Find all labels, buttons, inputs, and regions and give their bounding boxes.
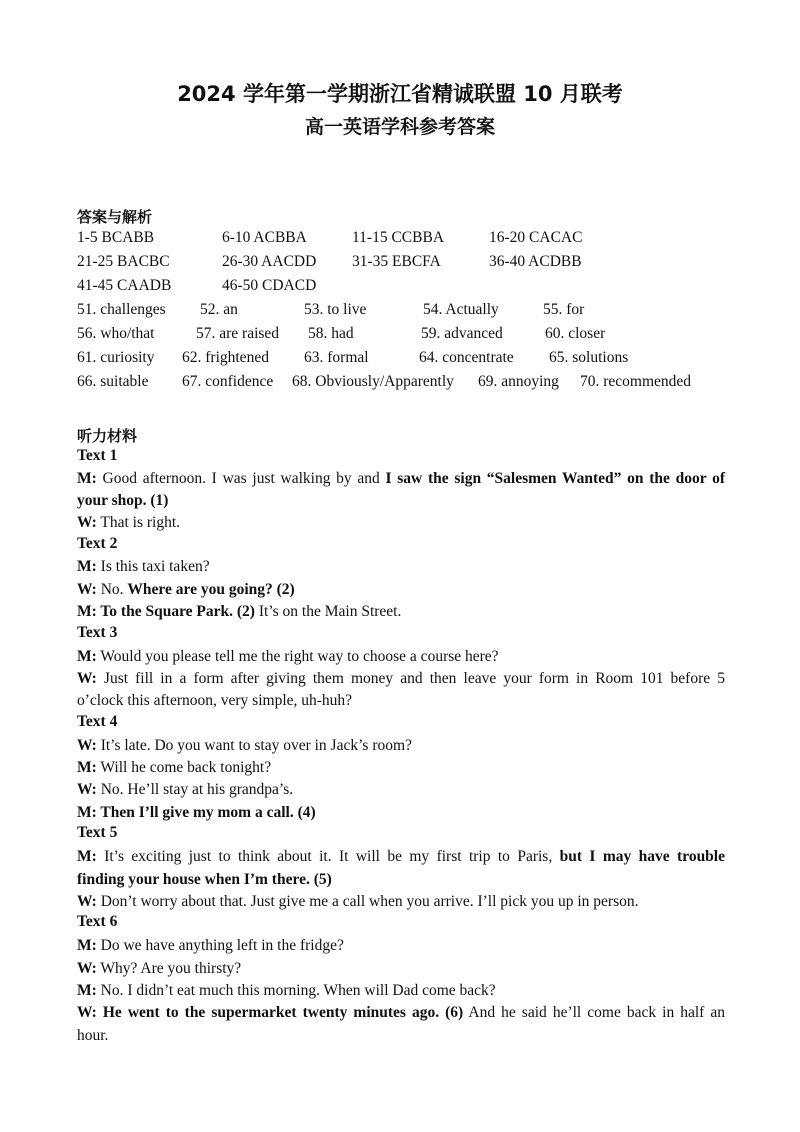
answer-cell: 11-15 CCBBA (352, 229, 445, 246)
dialogue-line: hour. (77, 1027, 109, 1044)
speaker: M: (77, 937, 97, 954)
dialogue-line: finding your house when I’m there. (5) (77, 871, 332, 888)
speaker: W: (77, 514, 97, 531)
answer-cell: 26-30 AACDD (222, 253, 317, 270)
dialogue-line: W: Just fill in a form after giving them money and then leave your form in Room 101 before 5 (77, 670, 725, 687)
dialogue-line: W: That is right. (77, 514, 181, 531)
dialogue-line: M: Good afternoon. I was just walking by and I saw the sign “Salesmen Wanted” on the door of (77, 470, 725, 487)
dialogue-line: M: No. I didn’t eat much this morning. When will Dad come back? (77, 982, 496, 999)
answer-cell: 70. recommended (580, 373, 692, 390)
text-label: Text 6 (77, 913, 118, 930)
answer-row (0, 373, 800, 395)
answer-cell: 59. advanced (421, 325, 503, 342)
dialogue-line: your shop. (1) (77, 492, 169, 509)
answer-cell: 68. Obviously/Apparently (292, 373, 454, 390)
answer-cell: 41-45 CAADB (77, 277, 172, 294)
page-title: 2024 学年第一学期浙江省精诚联盟 10 月联考 (177, 82, 623, 106)
dialogue-line: M: To the Square Park. (2) It’s on the Main Street. (77, 603, 402, 620)
dialogue-line: W: No. He’ll stay at his grandpa’s. (77, 781, 294, 798)
dialogue-line: M: Will he come back tonight? (77, 759, 272, 776)
dialogue-line: W: He went to the supermarket twenty minutes ago. (6) And he said he’ll come back in half an (77, 1004, 726, 1021)
dialogue-line: M: Would you please tell me the right way to choose a course here? (77, 648, 499, 665)
text-label: Text 1 (77, 447, 118, 464)
answer-cell: 63. formal (304, 349, 369, 366)
answer-cell: 46-50 CDACD (222, 277, 317, 294)
dialogue-line: W: Why? Are you thirsty? (77, 960, 242, 977)
answer-cell: 67. confidence (182, 373, 274, 390)
text-label: Text 2 (77, 535, 118, 552)
answer-cell: 51. challenges (77, 301, 166, 318)
speaker: M: (77, 558, 97, 575)
answer-row (0, 301, 800, 323)
answer-row (0, 349, 800, 371)
answer-cell: 16-20 CACAC (489, 229, 583, 246)
answer-cell: 53. to live (304, 301, 367, 318)
dialogue-line: W: No. Where are you going? (2) (77, 581, 295, 598)
answer-row (0, 253, 800, 275)
speaker: M: (77, 759, 97, 776)
answer-cell: 57. are raised (196, 325, 280, 342)
answer-cell: 62. frightened (182, 349, 269, 366)
answer-cell: 55. for (543, 301, 585, 318)
speaker: W: (77, 893, 97, 910)
answer-cell: 6-10 ACBBA (222, 229, 307, 246)
answer-cell: 66. suitable (77, 373, 149, 390)
speaker: W: (77, 581, 97, 598)
answer-cell: 52. an (200, 301, 238, 318)
dialogue-line: M: Do we have anything left in the fridge? (77, 937, 344, 954)
answer-cell: 1-5 BCABB (77, 229, 155, 246)
listening-heading: 听力材料 (77, 427, 138, 445)
answer-row (0, 277, 800, 299)
answer-row (0, 325, 800, 347)
speaker: W: (77, 781, 97, 798)
speaker: W: (77, 670, 97, 687)
answer-row (0, 229, 800, 251)
answer-cell: 31-35 EBCFA (352, 253, 441, 270)
answer-cell: 64. concentrate (419, 349, 514, 366)
dialogue-line: M: Is this taxi taken? (77, 558, 210, 575)
answer-cell: 58. had (308, 325, 354, 342)
speaker: M: (77, 470, 97, 487)
dialogue-line: M: It’s exciting just to think about it. It will be my first trip to Paris, but I may have trouble (77, 848, 725, 865)
answer-cell: 69. annoying (478, 373, 559, 390)
answer-cell: 21-25 BACBC (77, 253, 170, 270)
dialogue-line: W: It’s late. Do you want to stay over in Jack’s room? (77, 737, 412, 754)
answer-cell: 65. solutions (549, 349, 629, 366)
speaker: W: (77, 737, 97, 754)
text-label: Text 3 (77, 624, 118, 641)
dialogue-line: W: Don’t worry about that. Just give me a call when you arrive. I’ll pick you up in person. (77, 893, 639, 910)
answer-cell: 36-40 ACDBB (489, 253, 582, 270)
answer-cell: 54. Actually (423, 301, 499, 318)
text-label: Text 5 (77, 824, 118, 841)
answer-cell: 56. who/that (77, 325, 155, 342)
text-label: Text 4 (77, 713, 118, 730)
answer-cell: 60. closer (545, 325, 606, 342)
answers-heading: 答案与解析 (77, 208, 153, 226)
dialogue-line: M: Then I’ll give my mom a call. (4) (77, 804, 316, 821)
page-subtitle: 高一英语学科参考答案 (304, 116, 495, 138)
speaker: W: (77, 960, 97, 977)
dialogue-line: o’clock this afternoon, very simple, uh-huh? (77, 692, 353, 709)
answer-cell: 61. curiosity (77, 349, 155, 366)
speaker: M: (77, 982, 97, 999)
speaker: M: (77, 848, 97, 865)
speaker: M: (77, 648, 97, 665)
